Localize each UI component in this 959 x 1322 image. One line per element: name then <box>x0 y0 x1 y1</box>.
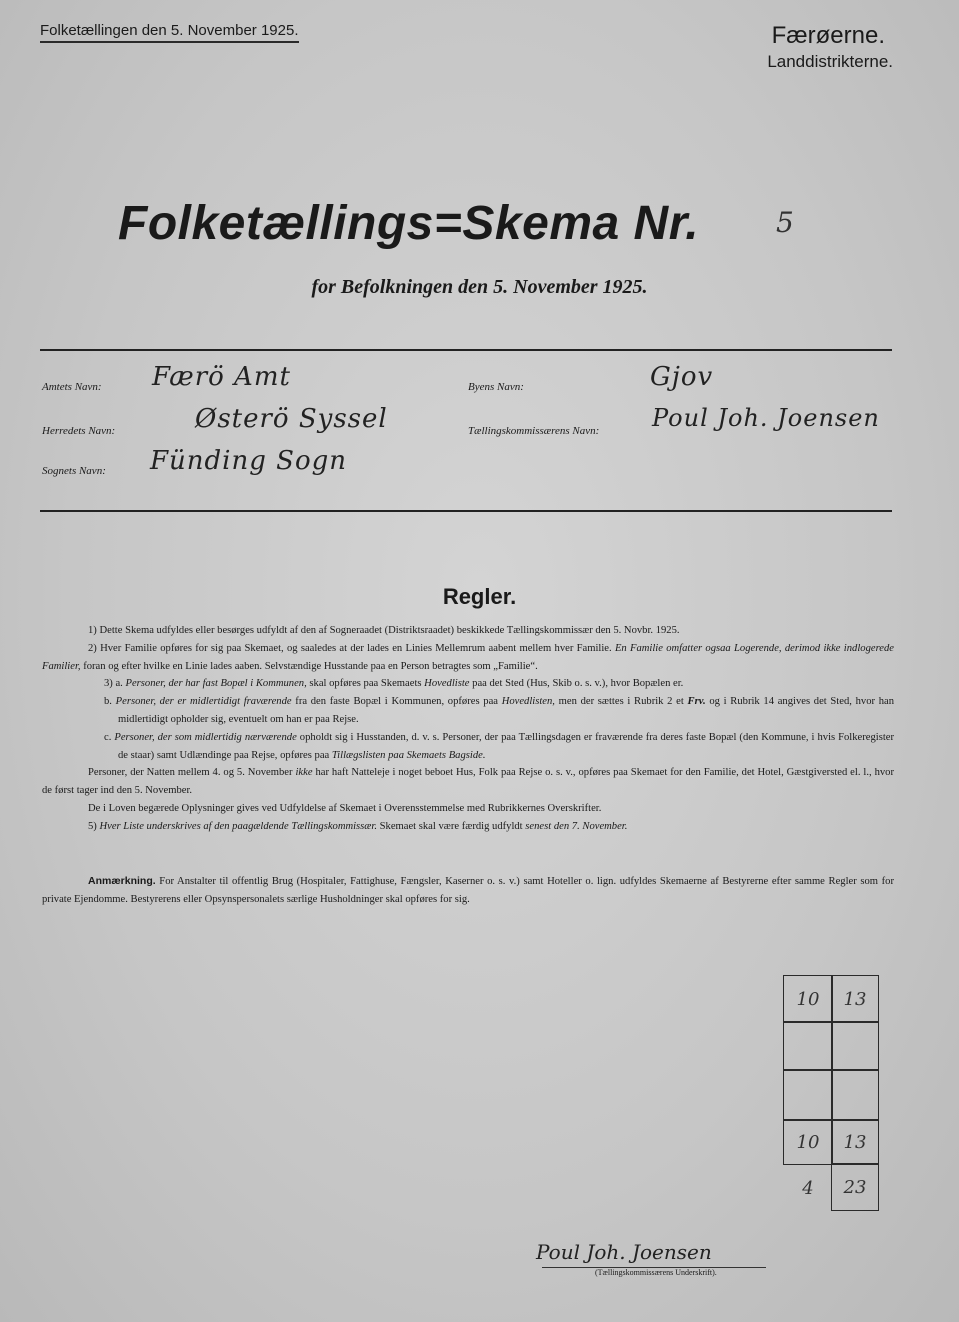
rule-3b-marker: b. <box>104 696 112 708</box>
rule-3a-text2: paa det Sted (Hus, Skib o. s. v.), hvor Bopælen er. <box>472 678 684 690</box>
top-divider <box>40 349 892 351</box>
rule-4-text: Personer, der Natten mellem 4. og 5. November <box>88 767 293 779</box>
census-date-header: Folketællingen den 5. November 1925. <box>40 22 299 43</box>
herred-value: Østerö Syssel <box>195 404 388 434</box>
rule-3c <box>42 729 894 765</box>
rule-2-family-definition: En Familie omfatter ogsaa Logerende, derimod ikke indlogerede Familier, <box>42 642 894 672</box>
rule-2-text: 2) Hver Familie opføres for sig paa Skemaet, og saaledes at der lades en Linies Mellemrum aabent mellem hver Familie. <box>88 642 612 654</box>
rule-3b-text: fra den faste Bopæl i Kommunen, opføres paa <box>295 696 498 708</box>
amt-label: Amtets Navn: <box>42 381 102 393</box>
rule-5-marker: 5) <box>88 820 97 832</box>
rule-3b <box>42 693 894 729</box>
rule-2 <box>42 640 894 676</box>
rule-4-text2: har haft Natteleje i noget beboet Hus, Folk paa Rejse o. s. v., opføres paa Skemaet for den Familie, det Hotel, Gæstgiversted el. l., hvor de først tager ind den 5. November. <box>42 767 894 797</box>
form-number: 5 <box>776 206 794 239</box>
rule-2-text-cont: foran og efter hvilke en Linie lades aaben. Selvstændige Husstande paa en Person betragtes som „Familie“. <box>83 660 538 672</box>
rule-3c-marker: c. <box>104 731 112 743</box>
tally-r1-c2: 13 <box>831 975 879 1023</box>
tally-r2-c2 <box>831 1021 879 1071</box>
rule-3a <box>42 675 894 693</box>
rule-3c-text: opholdt sig i Husstanden, d. v. s. Personer, der paa Tællingsdagen er fraværende fra deres faste Bopæl (den Kommune, i hvis Folkeregister de staar) samt Udlændinge paa Rejse, opføres paa <box>118 731 895 761</box>
annotation-note <box>42 872 894 909</box>
bottom-divider <box>40 510 892 512</box>
rule-5-emph: Hver Liste underskrives af den paagældende Tællingskommissær. <box>99 820 377 832</box>
kommissaer-label: Tællingskommissærens Navn: <box>468 425 600 437</box>
rule-3b-text2: men der sættes i Rubrik 2 et <box>558 696 684 708</box>
rules-text <box>42 622 894 836</box>
rules-heading: Regler. <box>442 584 517 609</box>
rule-3a-text: skal opføres paa Skemaets <box>309 678 422 690</box>
rule-3b-frv: Frv. <box>687 696 706 708</box>
signature-caption: (Tællingskommissærens Underskrift). <box>595 1268 717 1277</box>
tally-r2-c1 <box>783 1021 833 1071</box>
rule-5-emph2: senest den 7. November. <box>525 820 628 832</box>
signature: Poul Joh. Joensen <box>536 1240 712 1264</box>
rule-1: 1) Dette Skema udfyldes eller besørges udfyldt af den af Sogneraadet (Distriktsraadet) beskikkede Tællingskommissær den 5. Novbr. 1925. <box>88 625 680 636</box>
rule-3a-emph2: Hovedliste <box>424 678 470 690</box>
note-label: Anmærkning. <box>88 875 156 887</box>
note-text: For Anstalter til offentlig Brug (Hospitaler, Fattighuse, Fængsler, Kaserner o. s. v.) samt Hoteller o. lign. udfyldes Skemaerne af Bestyrerne efter samme Regler som for private Ejendomme. Bestyrerens eller Opsynspersonalets særlige Husholdninger skal opføres for sig. <box>42 876 894 905</box>
tally-r5-c2: 23 <box>831 1163 879 1211</box>
rule-3b-emph: Personer, der er midlertidigt fraværende <box>115 696 292 708</box>
rule-4 <box>42 764 894 800</box>
tally-r5-c1: 4 <box>802 1177 814 1199</box>
amt-value: Færö Amt <box>152 362 291 392</box>
rule-5 <box>42 818 894 836</box>
rule-3a-marker: 3) a. <box>104 678 123 690</box>
by-value: Gjov <box>650 362 714 392</box>
rule-3b-emph2: Hovedlisten, <box>501 696 555 708</box>
herred-label: Herredets Navn: <box>42 425 116 437</box>
tally-r1-c1: 10 <box>783 975 833 1023</box>
form-title: Folketællings=Skema Nr. <box>118 197 700 250</box>
sogn-value: Fünding Sogn <box>150 446 347 476</box>
tally-r4-c2: 13 <box>831 1119 879 1165</box>
tally-r3-c2 <box>831 1069 879 1121</box>
tally-r4-c1: 10 <box>783 1119 833 1165</box>
sogn-label: Sognets Navn: <box>42 465 106 477</box>
rule-3c-emph: Personer, der som midlertidig nærværende <box>114 731 297 743</box>
region-name: Færøerne. <box>771 22 885 49</box>
by-label: Byens Navn: <box>468 381 524 393</box>
rule-4-oplysninger: De i Loven begærede Oplysninger gives ved Udfyldelse af Skemaet i Overensstemmelse med Rubrikkernes Overskrifter. <box>88 802 602 814</box>
tally-r3-c1 <box>783 1069 833 1121</box>
region-header <box>767 22 893 72</box>
district-type: Landdistrikterne. <box>767 52 893 71</box>
rule-3a-emph: Personer, der har fast Bopæl i Kommunen, <box>125 678 307 690</box>
kommissaer-value: Poul Joh. Joensen <box>652 404 880 432</box>
rule-3c-emph2: Tillægslisten paa Skemaets Bagside. <box>331 749 486 761</box>
rule-4-ikke: ikke <box>295 767 313 779</box>
rule-5-text: Skemaet skal være færdig udfyldt <box>379 820 523 832</box>
form-subtitle: for Befolkningen den 5. November 1925. <box>311 276 648 298</box>
rule-3b-text3: og i Rubrik 14 angives det Sted, hvor han midlertidigt opholder sig, eventuelt om han er paa Rejse. <box>118 696 895 725</box>
